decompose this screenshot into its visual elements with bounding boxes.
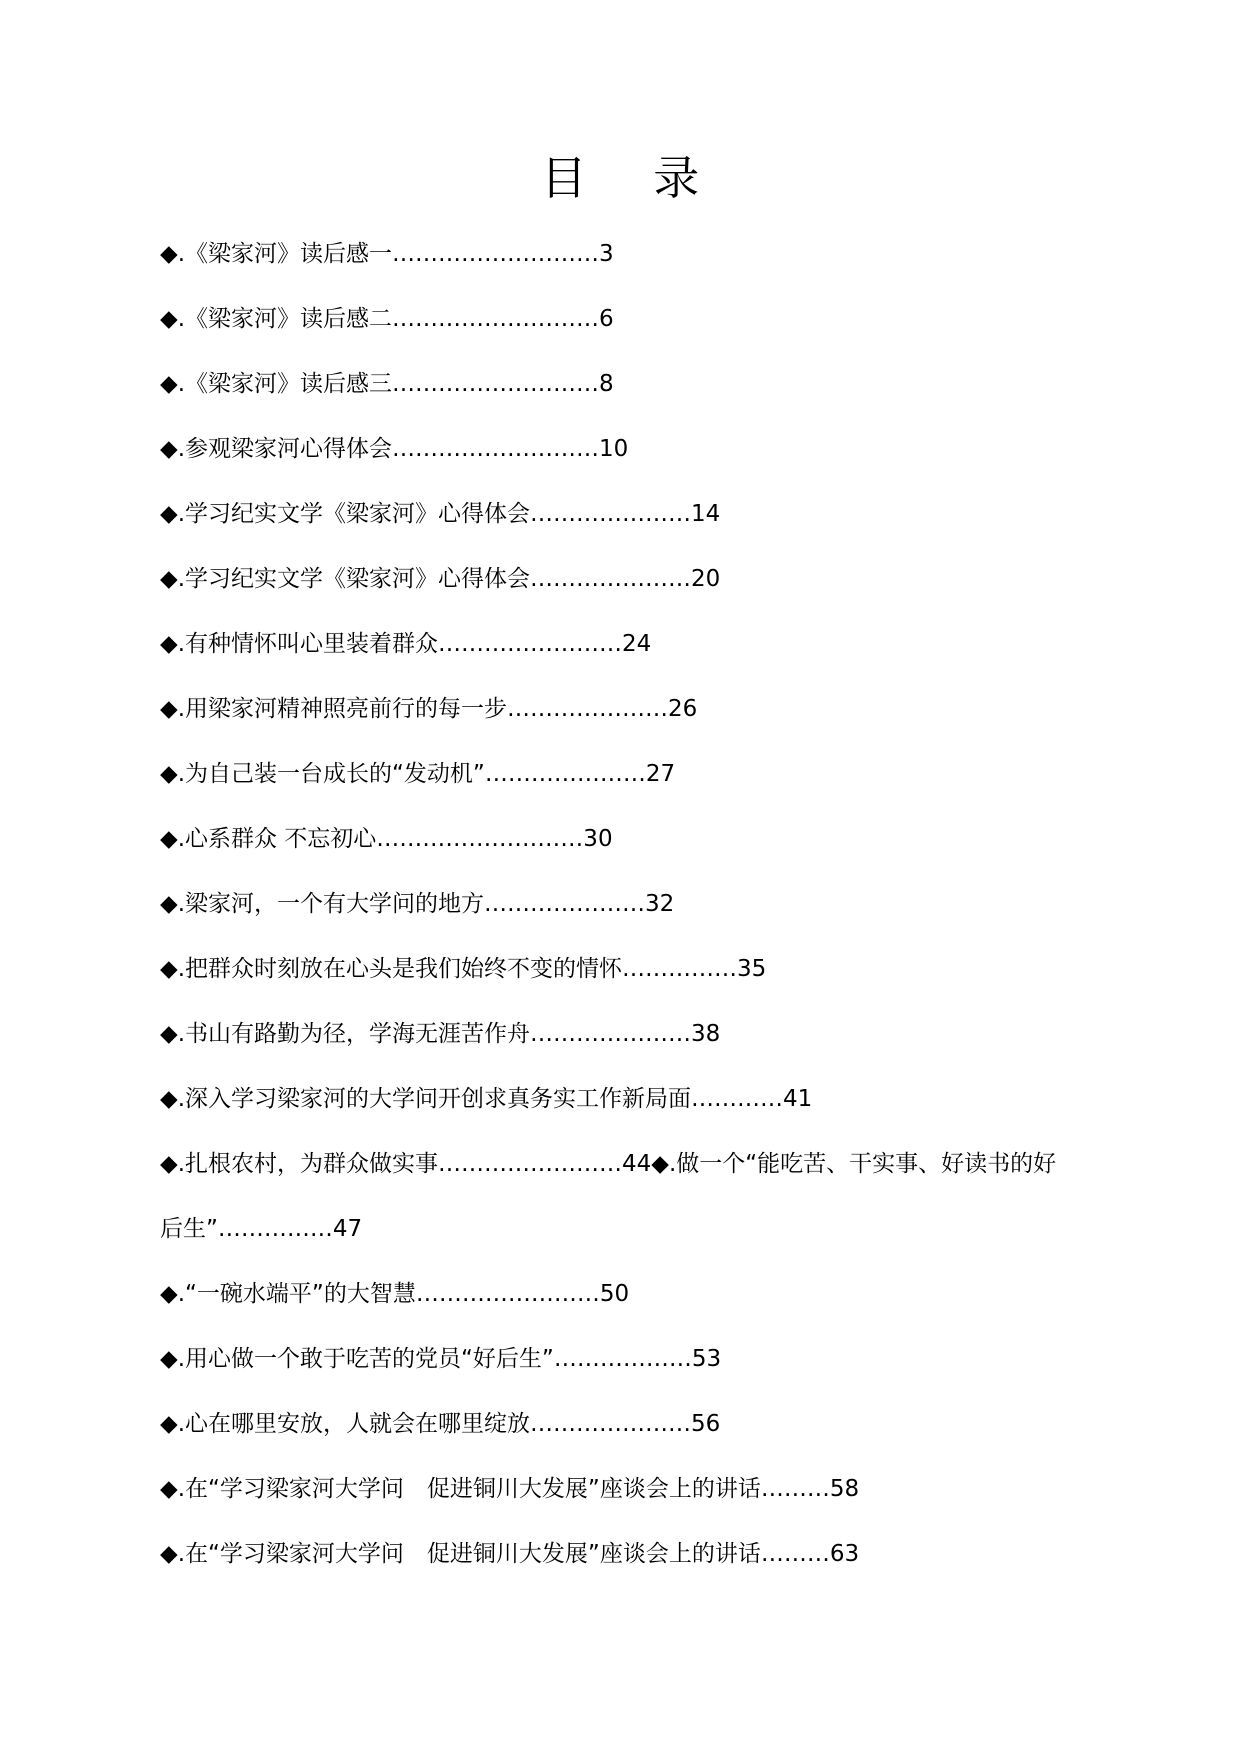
page-title: 目 录	[540, 151, 726, 205]
toc-entry: ◆.在“学习梁家河大学问 促进铜川大发展”座谈会上的讲话………58	[160, 1476, 860, 1502]
toc-entry: ◆.把群众时刻放在心头是我们始终不变的情怀……………35	[160, 956, 767, 982]
toc-entry: ◆.为自己装一台成长的“发动机”…………………27	[160, 761, 676, 787]
toc-entry: ◆.梁家河，一个有大学问的地方…………………32	[160, 891, 675, 917]
toc-entry: ◆.《梁家河》读后感三………………………8	[160, 371, 614, 397]
toc-entry: ◆.学习纪实文学《梁家河》心得体会…………………14	[160, 501, 721, 527]
table-of-contents	[160, 222, 1090, 1587]
toc-entry: ◆.学习纪实文学《梁家河》心得体会…………………20	[160, 566, 721, 592]
toc-entry: 后生”……………47	[160, 1216, 363, 1242]
toc-entry: ◆.心系群众 不忘初心………………………30	[160, 826, 613, 852]
toc-entry: ◆.《梁家河》读后感二………………………6	[160, 306, 614, 332]
toc-entry: ◆.用梁家河精神照亮前行的每一步…………………26	[160, 696, 698, 722]
toc-entry: ◆.用心做一个敢于吃苦的党员“好后生”………………53	[160, 1346, 722, 1372]
toc-entry: ◆.扎根农村，为群众做实事……………………44◆.做一个“能吃苦、干实事、好读书的好	[160, 1151, 1057, 1177]
toc-entry: ◆.深入学习梁家河的大学问开创求真务实工作新局面…………41	[160, 1086, 813, 1112]
toc-entry: ◆.《梁家河》读后感一………………………3	[160, 241, 614, 267]
toc-entry: ◆.在“学习梁家河大学问 促进铜川大发展”座谈会上的讲话………63	[160, 1541, 860, 1567]
toc-entry: ◆.参观梁家河心得体会………………………10	[160, 436, 629, 462]
toc-entry: ◆.心在哪里安放，人就会在哪里绽放…………………56	[160, 1411, 721, 1437]
toc-entry: ◆.书山有路勤为径，学海无涯苦作舟…………………38	[160, 1021, 721, 1047]
toc-entry: ◆.“一碗水端平”的大智慧……………………50	[160, 1281, 630, 1307]
toc-entry: ◆.有种情怀叫心里装着群众……………………24	[160, 631, 652, 657]
